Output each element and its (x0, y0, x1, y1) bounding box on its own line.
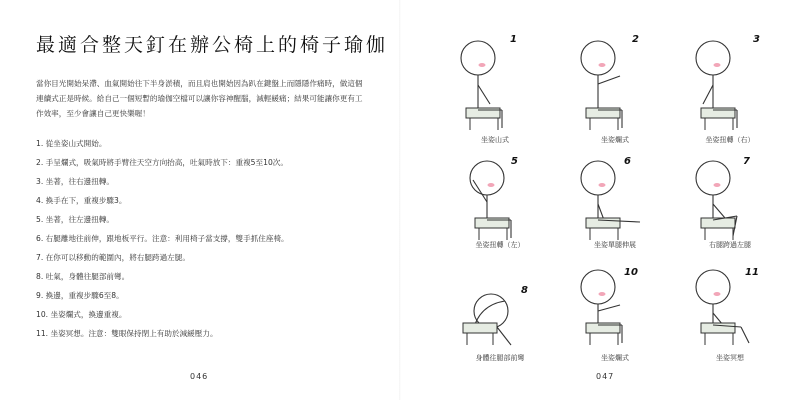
figure-5 (445, 150, 555, 275)
step-item: 5. 坐著，往左邊扭轉。 (36, 215, 115, 224)
right-page (400, 0, 800, 400)
figure-3 (675, 30, 785, 155)
page-number-left: 046 (190, 372, 209, 381)
figure-7 (675, 150, 785, 275)
seated-figure-illustration (445, 150, 555, 275)
figure-caption: 坐姿扭轉（左） (475, 241, 525, 249)
figure-10 (560, 265, 670, 390)
figure-caption: 坐姿單腿伸展 (594, 241, 636, 249)
figure-6 (560, 150, 670, 275)
seated-figure-illustration (675, 150, 785, 275)
figure-2 (560, 30, 670, 155)
figure-number: 8 (521, 285, 528, 296)
figure-number: 10 (624, 267, 638, 278)
figure-number: 1 (510, 34, 517, 45)
page-title: 最適合整天釘在辦公椅上的椅子瑜伽 (36, 34, 389, 56)
figure-number: 5 (511, 156, 518, 167)
figure-number: 6 (624, 156, 631, 167)
figure-caption: 坐姿爛式 (601, 354, 629, 362)
figure-caption: 坐姿扭轉（右） (705, 136, 755, 144)
step-item: 6. 右腿離地往前伸，跟地板平行。注意：利用椅子當支撐，雙手抓住座椅。 (36, 234, 289, 243)
figure-number: 3 (753, 34, 760, 45)
figure-caption: 坐姿山式 (481, 136, 509, 144)
step-item: 1. 從坐姿山式開始。 (36, 139, 107, 148)
seated-figure-illustration (445, 265, 555, 390)
seated-figure-illustration (560, 150, 670, 275)
figure-number: 2 (632, 34, 639, 45)
figure-caption: 身體往腿部前彎 (475, 354, 525, 362)
intro-paragraph: 當你目光開始呆滯、血氣開始往下半身淤積，而且肩也開始因為趴在鍵盤上而隱隱作痛時，做這個連續式正是時候。給自己一個短暫的瑜伽空檔可以讓你容神醒腦，減輕緩痛；結果可能讓你更有工作效率，至少會讓自己更快樂喔！ (36, 79, 363, 118)
figure-number: 11 (745, 267, 759, 278)
figure-caption: 右腿跨過左腿 (709, 241, 751, 249)
step-item: 7. 在你可以移動的範圍內，將右腿跨過左腿。 (36, 253, 190, 262)
step-item: 9. 換邊，重複步驟6至8。 (36, 291, 124, 300)
step-item: 4. 換手在下，重複步驟3。 (36, 196, 127, 205)
seated-figure-illustration (675, 265, 785, 390)
step-item: 2. 手呈爛式，吸氣時將手臂往天空方向抬高，吐氣時放下：重複5至10次。 (36, 158, 288, 167)
figure-8 (445, 265, 555, 390)
step-item: 3. 坐著，往右邊扭轉。 (36, 177, 115, 186)
steps-list (36, 134, 366, 343)
figure-1 (440, 30, 550, 155)
page-number-right: 047 (596, 372, 615, 381)
seated-figure-illustration (560, 265, 670, 390)
figure-11 (675, 265, 785, 390)
figure-number: 7 (743, 156, 750, 167)
figure-caption: 坐姿爛式 (601, 136, 629, 144)
step-item: 8. 吐氣，身體往腿部前彎。 (36, 272, 130, 281)
step-item: 10. 坐姿爛式，換邊重複。 (36, 310, 127, 319)
figure-caption: 坐姿冥想 (716, 354, 744, 362)
step-item: 11. 坐姿冥想。注意：雙眼保持閉上有助於減緩壓力。 (36, 329, 218, 338)
